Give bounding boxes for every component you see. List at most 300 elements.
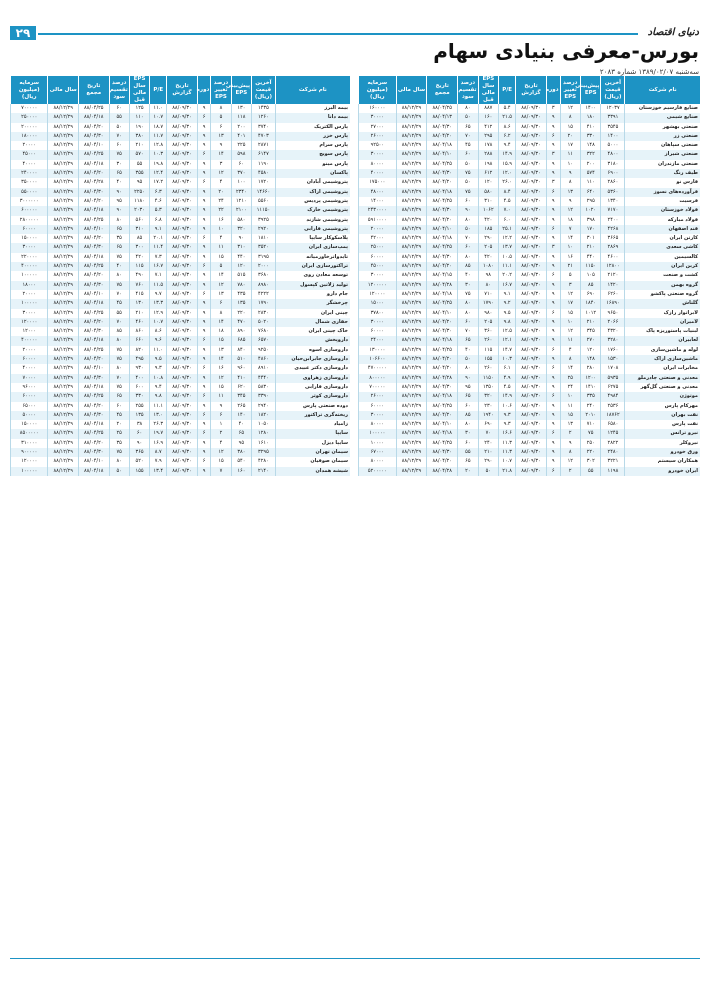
table-cell: ۸۸/۰۴/۲۰ — [427, 411, 458, 420]
table-cell: ۲۱۲۰ — [601, 271, 625, 280]
table-cell: ۱۱ — [211, 392, 231, 401]
table-cell: ۱۸۵ — [478, 225, 498, 234]
company-name-cell: تایدواترخاورمیانه — [275, 253, 350, 262]
table-cell: ۳۶۶۵ — [601, 234, 625, 243]
table-cell: ۸۸/۰۴/۲۰ — [78, 123, 109, 132]
table-cell: ۹ — [546, 457, 560, 466]
table-cell: ۴۲۰ — [478, 216, 498, 225]
table-cell: ۶۵ — [458, 336, 478, 345]
table-cell: ۱۱۸ — [231, 113, 251, 122]
table-cell: ۸۸/۰۴/۲۰ — [427, 364, 458, 373]
table-cell: ۳۳۹۰ — [252, 392, 276, 401]
column-header-pe: P/E — [150, 76, 167, 104]
table-cell: ۸۸/۱۲/۲۹ — [396, 309, 427, 318]
table-cell: ۷۰ — [109, 132, 129, 141]
table-cell: ۸۸/۱۲/۲۹ — [396, 299, 427, 308]
table-cell: ۹.۴ — [150, 383, 167, 392]
table-cell: ۸۸/۰۴/۲۵ — [78, 392, 109, 401]
table-cell: ۶ — [197, 336, 211, 345]
table-cell: ۸۸/۱۲/۲۹ — [48, 132, 79, 141]
table-cell: ۸ — [560, 355, 580, 364]
table-cell: ۱۳ — [211, 346, 231, 355]
table-cell: ۲۹۰ — [478, 234, 498, 243]
table-cell: ۱۷۲۰ — [252, 178, 276, 187]
table-cell: ۱۲ — [560, 327, 580, 336]
table-cell: ۶ — [546, 225, 560, 234]
table-cell: ۱۷۹۰ — [478, 299, 498, 308]
table-cell: ۹.۴ — [499, 141, 516, 150]
table-cell: ۹ — [197, 160, 211, 169]
table-cell: ۹۰ — [129, 439, 149, 448]
table-cell: ۹.۲ — [499, 299, 516, 308]
table-cell: ۸۸/۰۴/۲۵ — [427, 402, 458, 411]
fundamentals-table — [358, 76, 700, 476]
table-cell: ۶ — [546, 467, 560, 476]
table-cell: ۴۰۰ — [129, 374, 149, 383]
header-rule — [38, 33, 638, 35]
table-cell: ۸۰ — [458, 364, 478, 373]
fundamentals-table — [10, 76, 350, 476]
table-cell: ۶۵۷۰ — [252, 336, 276, 345]
table-cell: ۲۴۰۰ — [601, 216, 625, 225]
table-cell: ۳۰۰۰۰ — [359, 150, 397, 159]
table-cell: ۸۸/۱۲/۲۹ — [396, 448, 427, 457]
table-cell: ۲۴۰ — [581, 402, 601, 411]
table-cell: ۴۵۸۰ — [252, 169, 276, 178]
table-cell: ۱۲.۱ — [499, 336, 516, 345]
table-cell: ۳۷۴۰ — [252, 123, 276, 132]
table-cell: ۱۲۰ — [581, 346, 601, 355]
table-cell: ۵۸۰ — [231, 216, 251, 225]
table-row — [359, 290, 701, 299]
table-cell: ۴۰۱ — [231, 132, 251, 141]
table-cell: ۱۶.۷ — [499, 281, 516, 290]
table-cell: ۷۰ — [458, 234, 478, 243]
table-cell: ۹.۶ — [150, 336, 167, 345]
table-cell: ۲۴ — [211, 197, 231, 206]
table-cell: ۲۴ — [560, 383, 580, 392]
column-header-eps-forecast: پیش‌بینی EPS — [231, 76, 251, 104]
table-cell: ۲۵۰ — [581, 439, 601, 448]
table-cell: ۸۸/۱۲/۲۹ — [48, 206, 79, 215]
table-cell: ۲۸۶۰ — [601, 178, 625, 187]
table-cell: ۳۱۰ — [231, 243, 251, 252]
table-cell: ۴ — [211, 439, 231, 448]
table-cell: ۶۵۰۰۰ — [11, 402, 48, 411]
table-cell: ۸۰ — [458, 104, 478, 113]
table-row — [11, 188, 351, 197]
table-cell: ۱۵۳۰ — [601, 355, 625, 364]
table-cell: ۷۱۰ — [581, 420, 601, 429]
table-cell: ۹ — [546, 281, 560, 290]
table-cell: ۸۸/۱۲/۲۹ — [396, 439, 427, 448]
table-cell: ۸۸/۰۹/۳۰ — [516, 439, 547, 448]
table-row — [11, 281, 351, 290]
table-cell: ۱۵۰۰۰۰ — [11, 420, 48, 429]
table-cell: ۸۸/۰۹/۳۰ — [167, 309, 198, 318]
table-cell: ۲۸۶۹ — [601, 243, 625, 252]
company-name-cell: لامیران — [625, 318, 700, 327]
table-cell: ۴۴۰ — [581, 253, 601, 262]
table-cell: ۲۰۰۰۰ — [359, 225, 397, 234]
table-cell: ۱۲۶۰ — [252, 113, 276, 122]
company-name-cell: لوله و ماشین‌سازی — [625, 346, 700, 355]
column-header-last-price: آخرین قیمت (ریال) — [252, 76, 276, 104]
table-cell: ۱۰۲۰ — [581, 206, 601, 215]
table-cell: ۱۳ — [560, 420, 580, 429]
table-cell: ۱۲۰ — [478, 178, 498, 187]
table-cell: ۸۸/۰۴/۲۵ — [78, 429, 109, 438]
table-row — [11, 132, 351, 141]
table-cell: ۸۰۰۰۰ — [359, 160, 397, 169]
table-cell: ۵۶۰ — [129, 216, 149, 225]
table-cell: ۱۳.۷ — [499, 243, 516, 252]
table-cell: ۹۰ — [231, 234, 251, 243]
table-cell: ۸۸/۰۹/۳۰ — [516, 299, 547, 308]
table-cell: ۸۸/۰۴/۱۰ — [427, 309, 458, 318]
table-cell: ۹ — [197, 141, 211, 150]
table-cell: ۸۸/۰۹/۳۰ — [516, 141, 547, 150]
table-cell: ۴.۵ — [499, 197, 516, 206]
company-name-cell: فرآورده‌های نسوز — [625, 188, 700, 197]
table-row — [359, 309, 701, 318]
table-cell: ۸۸/۱۲/۲۹ — [396, 104, 427, 113]
table-cell: ۸۸/۱۲/۲۹ — [396, 197, 427, 206]
table-cell: ۵۷۴ — [581, 169, 601, 178]
company-name-cell: موتوژن — [625, 392, 700, 401]
table-cell: ۸۸/۰۹/۳۰ — [167, 420, 198, 429]
table-cell: ۱۲۰۰ — [581, 374, 601, 383]
table-cell: ۹ — [197, 439, 211, 448]
table-row — [11, 429, 351, 438]
company-name-cell: پارس مینو — [275, 160, 350, 169]
column-header-fiscal-year: سال مالی — [48, 76, 79, 104]
table-cell: ۱۷.۲ — [150, 178, 167, 187]
table-cell: ۱۳ — [211, 290, 231, 299]
table-cell: ۱۵ — [211, 253, 231, 262]
table-cell: ۸۸/۰۹/۳۰ — [167, 448, 198, 457]
table-row — [11, 178, 351, 187]
table-cell: ۱۴ — [211, 355, 231, 364]
table-cell: ۸۸/۰۹/۳۰ — [167, 327, 198, 336]
table-cell: ۸۸/۰۴/۲۰ — [78, 318, 109, 327]
table-cell: ۶۰ — [458, 243, 478, 252]
table-cell: ۸۸/۱۲/۲۹ — [48, 123, 79, 132]
company-name-cell: گروه صنعتی پاکشو — [625, 290, 700, 299]
table-cell: ۸۰ — [109, 364, 129, 373]
table-cell: ۲۸۷۱ — [252, 141, 276, 150]
table-cell: ۳۳۰ — [129, 392, 149, 401]
table-cell: ۶۵ — [458, 392, 478, 401]
table-cell: ۸۸/۰۹/۳۰ — [516, 318, 547, 327]
table-cell: ۵ — [211, 113, 231, 122]
table-cell: ۱۱.۴ — [150, 243, 167, 252]
company-name-cell: سایپا — [275, 429, 350, 438]
table-cell: ۸۸/۰۹/۳۰ — [167, 132, 198, 141]
column-header-eps-last: EPS سال مالی قبل — [129, 76, 149, 104]
table-cell: ۶ — [197, 290, 211, 299]
table-cell: ۳۴۵ — [581, 327, 601, 336]
table-cell: ۸۸/۱۲/۲۹ — [396, 253, 427, 262]
table-cell: ۱۸۰۰۰۰ — [11, 132, 48, 141]
table-cell: ۸۸/۰۹/۳۰ — [516, 346, 547, 355]
table-cell: ۱۶۰ — [231, 467, 251, 476]
table-cell: ۶۵ — [109, 225, 129, 234]
table-cell: ۲۸۰۰۰۰۰ — [11, 216, 48, 225]
table-cell: ۴۵ — [109, 411, 129, 420]
table-cell: ۸۸/۰۴/۲۸ — [78, 178, 109, 187]
company-name-cell: نفت بهران — [625, 411, 700, 420]
table-cell: ۹ — [197, 271, 211, 280]
table-cell: ۲۱۰ — [581, 243, 601, 252]
table-cell: ۸۸/۰۴/۲۰ — [78, 234, 109, 243]
table-cell: ۳۵ — [109, 234, 129, 243]
table-cell: ۸۸/۰۴/۲۸ — [427, 467, 458, 476]
table-cell: ۸۸/۱۲/۲۹ — [48, 457, 79, 466]
table-cell: ۱۶۱۰ — [252, 439, 276, 448]
table-row — [11, 467, 351, 476]
table-cell: ۲۹۵ — [478, 132, 498, 141]
table-cell: ۲۰۵ — [478, 243, 498, 252]
table-cell: ۶.۲ — [499, 132, 516, 141]
table-cell: ۸۸/۰۴/۲۸ — [427, 281, 458, 290]
table-cell: ۸۸/۰۴/۱۰ — [78, 225, 109, 234]
table-cell: ۸۸/۰۹/۳۰ — [167, 113, 198, 122]
table-cell: ۸۸/۰۹/۳۰ — [167, 271, 198, 280]
table-cell: ۴۹۵ — [129, 355, 149, 364]
company-name-cell: پتروشیمی شازند — [275, 216, 350, 225]
table-cell: ۷۵ — [458, 169, 478, 178]
table-cell: ۱۰ — [211, 225, 231, 234]
table-cell: ۳ — [546, 104, 560, 113]
table-cell: ۹.۸ — [150, 392, 167, 401]
table-cell: ۴۷۰۳ — [252, 132, 276, 141]
column-header-eps-forecast: پیش‌بینی EPS — [581, 76, 601, 104]
table-cell: ۸۸/۱۲/۲۹ — [48, 299, 79, 308]
table-cell: ۷.۱ — [150, 271, 167, 280]
table-cell: ۸۸/۰۹/۳۰ — [516, 150, 547, 159]
company-name-cell: پارس الکتریک — [275, 123, 350, 132]
table-cell: ۷۵ — [109, 448, 129, 457]
table-cell: ۵۰ — [458, 113, 478, 122]
table-cell: ۶ — [546, 346, 560, 355]
table-cell: ۱۵ — [560, 411, 580, 420]
table-cell: ۸۸/۰۹/۳۰ — [516, 206, 547, 215]
table-cell: ۸۸/۰۴/۱۰ — [427, 150, 458, 159]
table-cell: ۶ — [197, 429, 211, 438]
table-cell: ۱۵۰۰۰ — [359, 299, 397, 308]
table-cell: ۱۴ — [211, 150, 231, 159]
table-cell: ۸۸/۱۲/۲۹ — [396, 216, 427, 225]
table-cell: ۶.۳ — [150, 188, 167, 197]
company-name-cell: ورق خودرو — [625, 448, 700, 457]
table-cell: ۸۸/۰۹/۳۰ — [516, 197, 547, 206]
company-name-cell: دوده صنعتی پارس — [275, 402, 350, 411]
table-cell: ۱۶.۹ — [150, 439, 167, 448]
column-header-eps-change: درصد تغییر EPS — [211, 76, 231, 104]
table-cell: ۸۸/۰۴/۱۸ — [78, 206, 109, 215]
table-cell: ۳۷۸۰۰ — [359, 309, 397, 318]
table-cell: ۹.۸ — [499, 318, 516, 327]
company-name-cell: داروسازی فارابی — [275, 383, 350, 392]
table-cell: ۹ — [197, 253, 211, 262]
table-cell: ۸۸/۱۲/۲۹ — [396, 188, 427, 197]
table-cell: ۶۰ — [458, 150, 478, 159]
table-cell: ۳۱۰ — [478, 197, 498, 206]
table-cell: ۹۶۰ — [231, 364, 251, 373]
table-cell: ۸۸/۰۴/۲۵ — [78, 346, 109, 355]
table-cell: ۶۰۰۰۰ — [359, 327, 397, 336]
table-cell: ۲۷۰ — [581, 336, 601, 345]
table-cell: ۸۸/۰۴/۲۰ — [78, 169, 109, 178]
table-cell: ۱۴۱۰ — [581, 383, 601, 392]
table-row — [359, 169, 701, 178]
table-cell: ۸۸/۰۴/۱۸ — [78, 113, 109, 122]
table-cell: ۹ — [197, 318, 211, 327]
company-name-cell: پتروشیمی فارابی — [275, 225, 350, 234]
table-cell: ۴۲۶۸ — [601, 225, 625, 234]
table-cell: ۱۸.۷ — [150, 123, 167, 132]
table-cell: ۸۸/۰۴/۲۰ — [427, 216, 458, 225]
table-cell: ۱۷۰ — [581, 225, 601, 234]
table-cell: ۹ — [546, 439, 560, 448]
company-name-cell: کشت و صنعت — [625, 271, 700, 280]
table-row — [11, 150, 351, 159]
table-cell: ۶ — [197, 457, 211, 466]
table-row — [359, 299, 701, 308]
table-cell: ۶ — [546, 364, 560, 373]
table-cell: ۶۰ — [231, 160, 251, 169]
table-cell: ۹ — [197, 123, 211, 132]
table-cell: ۸۸/۱۲/۲۹ — [396, 402, 427, 411]
table-cell: ۸۸/۰۹/۳۰ — [167, 318, 198, 327]
table-cell: ۸۸/۰۹/۳۰ — [167, 150, 198, 159]
company-name-cell: لعابیران — [625, 336, 700, 345]
table-cell: ۴۰۰۰۰ — [359, 169, 397, 178]
table-row — [11, 355, 351, 364]
table-cell: ۱۶.۷ — [150, 262, 167, 271]
table-cell: ۲۱۴۰ — [252, 467, 276, 476]
table-cell: ۸۸/۱۲/۲۹ — [48, 467, 79, 476]
table-cell: ۹ — [197, 225, 211, 234]
table-cell: ۶۰ — [129, 429, 149, 438]
table-cell: ۲۲۰ — [231, 309, 251, 318]
company-name-cell: حفاری شمال — [275, 318, 350, 327]
table-cell: ۷۵ — [109, 253, 129, 262]
table-cell: ۶۰۰۰۰ — [11, 225, 48, 234]
table-cell: ۴۰ — [458, 346, 478, 355]
table-cell: ۱۶۰۰۰۰ — [359, 104, 397, 113]
table-row — [11, 271, 351, 280]
table-cell: ۳۰ — [109, 160, 129, 169]
table-cell: ۳۲۸۰ — [601, 336, 625, 345]
table-cell: ۷.۰ — [499, 206, 516, 215]
table-cell: ۹۰ — [458, 374, 478, 383]
table-cell: ۹۰ — [109, 206, 129, 215]
table-cell: ۵۵ — [129, 160, 149, 169]
table-cell: ۹ — [197, 299, 211, 308]
table-cell: ۱۸۴۰ — [581, 299, 601, 308]
table-cell: ۸۸/۰۹/۳۰ — [167, 104, 198, 113]
table-cell: ۱۰۰ — [231, 178, 251, 187]
table-cell: ۵۵ — [458, 448, 478, 457]
table-cell: ۷۰ — [478, 429, 498, 438]
table-cell: ۲۹۵ — [581, 197, 601, 206]
table-cell: ۸۸/۰۹/۳۰ — [167, 364, 198, 373]
table-cell: ۳۲۰ — [478, 392, 498, 401]
table-row — [359, 318, 701, 327]
table-cell: ۱۳.۴ — [150, 467, 167, 476]
table-cell: ۹ — [197, 132, 211, 141]
table-cell: ۱۱.۰ — [150, 346, 167, 355]
table-cell: ۸۸/۱۲/۲۹ — [48, 309, 79, 318]
table-cell: ۸۸/۰۹/۳۰ — [167, 411, 198, 420]
table-cell: ۸۸/۰۴/۱۸ — [78, 299, 109, 308]
table-cell: ۸۸/۱۲/۲۹ — [396, 392, 427, 401]
table-cell: ۶۰ — [109, 104, 129, 113]
table-cell: ۸۸/۰۴/۱۰ — [78, 290, 109, 299]
table-cell: ۳۳۵ — [581, 392, 601, 401]
company-name-cell: جام دارو — [275, 290, 350, 299]
table-cell: ۱۲.۲ — [499, 234, 516, 243]
table-header — [359, 76, 701, 104]
column-header-meeting-date: تاریخ مجمع — [78, 76, 109, 104]
table-cell: ۹ — [546, 420, 560, 429]
table-row — [359, 336, 701, 345]
table-cell: ۸۸/۰۴/۲۰ — [78, 271, 109, 280]
table-cell: ۱۵ — [560, 123, 580, 132]
table-cell: ۱۰.۷ — [150, 318, 167, 327]
table-cell: ۸۸/۰۴/۱۸ — [78, 160, 109, 169]
table-row — [359, 364, 701, 373]
table-cell: ۹ — [546, 206, 560, 215]
table-row — [11, 457, 351, 466]
table-cell: ۷۵ — [109, 383, 129, 392]
table-cell: ۸۸/۰۴/۱۸ — [427, 141, 458, 150]
table-cell: ۱۱.۳ — [499, 448, 516, 457]
table-cell: ۲۱۰ — [581, 318, 601, 327]
table-cell: ۲۲۵۰ — [129, 188, 149, 197]
table-cell: ۸۸/۰۹/۳۰ — [516, 327, 547, 336]
company-name-cell: قند اصفهان — [625, 225, 700, 234]
table-cell: ۲۶۰ — [478, 336, 498, 345]
table-cell: ۱۸۲۰ — [252, 411, 276, 420]
table-cell: ۸۸/۱۲/۲۹ — [396, 206, 427, 215]
table-cell: ۲۴۰ — [478, 439, 498, 448]
table-cell: ۱۱.۵ — [150, 281, 167, 290]
table-cell: ۸۸/۰۹/۳۰ — [516, 132, 547, 141]
table-cell: ۸۸/۰۹/۳۰ — [516, 169, 547, 178]
table-cell: ۷۱۰ — [478, 290, 498, 299]
table-cell: ۸۸/۱۲/۲۹ — [48, 243, 79, 252]
company-name-cell: سایپا دیزل — [275, 439, 350, 448]
table-cell: ۱۰۰۰۰۰ — [11, 299, 48, 308]
table-row — [11, 346, 351, 355]
table-cell: ۴ — [560, 346, 580, 355]
column-header-eps-change: درصد تغییر EPS — [560, 76, 580, 104]
table-cell: ۹۰۰۰۰۰ — [11, 448, 48, 457]
table-cell: ۳۰۰۰۰ — [359, 411, 397, 420]
table-cell: ۸۸/۰۹/۳۰ — [167, 206, 198, 215]
table-row — [11, 374, 351, 383]
table-cell: ۴۸۶۰ — [252, 355, 276, 364]
table-row — [11, 169, 351, 178]
table-cell: ۹.۷ — [150, 290, 167, 299]
table-cell: ۴۰ — [458, 271, 478, 280]
company-name-cell: صنایع شیمی — [625, 113, 700, 122]
company-name-cell: چرخشگر — [275, 299, 350, 308]
table-cell: ۱۲ — [211, 448, 231, 457]
